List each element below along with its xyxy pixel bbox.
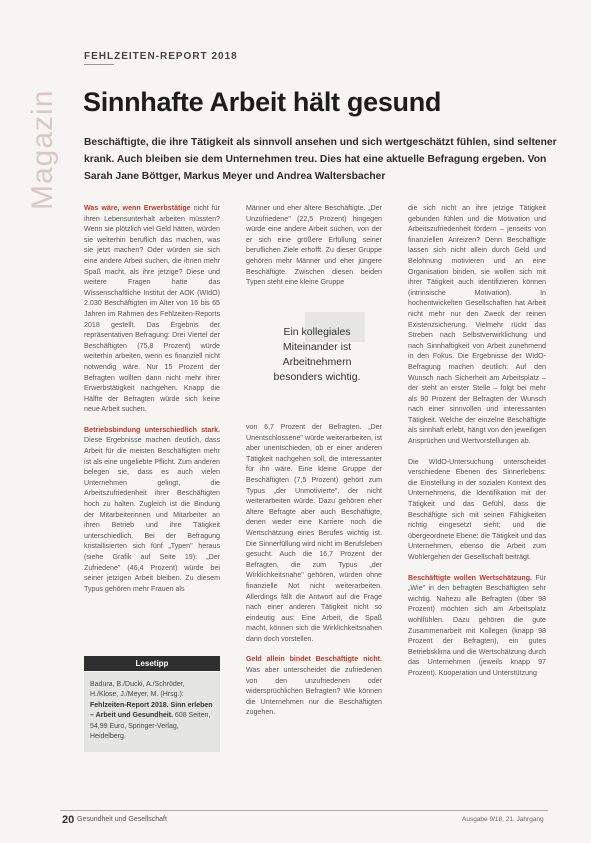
column-2-top	[246, 203, 382, 298]
section-label: Magazin	[26, 89, 59, 210]
paragraph-text: Diese Ergebnisse machen deutlich, dass Arbeit für die meisten Beschäftigten mehr ist als eine ungeliebte Pflicht. Zum anderen belegen sie, dass es auch vielen Unternehmen gelingt, die Arbeitszufriedenheit ihrer Beschäftigten hoch zu halten. Zugleich ist die Bindung der Mitarbeiterinnen und Mitarbeiter an ihren Betrieb und ihre Tätigkeit unterschiedlich. Bei der Befragung kristallisierten sich fünf „Typen" heraus (siehe Grafik auf Seite 19): „Der Zufriedene" (46,4 Prozent) würde bei seiner jetzigen Arbeit bleiben. Zu diesem Typus gehören mehr Frauen als	[84, 436, 220, 593]
paragraph	[84, 203, 220, 415]
article-headline: Sinnhafte Arbeit hält gesund	[83, 87, 442, 117]
paragraph	[246, 654, 382, 718]
reading-tip-authors: Badura, B./Ducki, A./Schröder, H./Klose, J./Meyer, M. (Hrsg.):	[90, 681, 185, 699]
subheading: Beschäftigte wollen Wertschätzung.	[408, 573, 532, 582]
paragraph-text: von 6,7 Prozent der Befragten. „Der Unentschlossene" würde weiterarbeiten, ist aber unentschieden, ob er einer anderen Tätigkeit nachgehen soll, die interessanter für ihn wäre. Eine kleine Gruppe der Beschäftigten (7,5 Prozent) gehört zum Typus „der Unmotivierte", der nicht weiterarbeiten würde. Dazu gehören eher ältere Befragte aber auch Beschäftigte, denen weder eine Karriere noch die Wertschätzung eines Berufes wichtig ist. Die Sinnerfüllung wird nicht im Berufsleben gesucht. Auch die 16,7 Prozent der Befragten, die zum Typus „der Wirklichkeitsnahe" gehören, würden ohne finanzielle Not nicht weiterarbeiten. Allerdings fällt die Antwort auf die Frage nach einer anderen Tätigkeit nicht so eindeutig aus: Eine Arbeit, die Spaß macht, können sich die Wirklichkeitsnahen dann doch vorstellen.	[246, 423, 382, 643]
paragraph-text: nicht für ihren Lebensunterhalt arbeiten müssten? Wenn sie plötzlich viel Geld hätten, würden sie weiterhin beruflich das machen, was sie jetzt machen? Oder würden sie sich eine andere Arbeit suchen, die ihnen mehr Spaß macht, als ihre jetzige? Diese und weitere Fragen hatte das Wissenschaftliche Institut der AOK (WIdO) 2.030 Beschäftigten im Alter von 16 bis 65 Jahren im Rahmen des Fehlzeiten-Reports 2018 gestellt. Das Ergebnis der repräsentativen Befragung: Drei Viertel der Beschäftigten (75,8 Prozent) würde weiterhin arbeiten, wenn es finanziell nicht notwendig wäre. Nur 15 Prozent der Befragten wollten dann nicht mehr ihrer Erwerbstätigkeit nachgehen. Knapp die Hälfte der Befragten würde sich keine neue Arbeit suchen.	[84, 204, 220, 414]
paragraph-text: die sich nicht an ihre jetzige Tätigkeit gebunden fühlen und die Motivation und Arbeitszufriedenheit fördern – jenseits von finanziellen Anreizen? Denn Beschäftigte lassen sich nicht allein durch Geld und Belohnung motivieren und an eine Organisation binden, sie wollen sich mit ihrer Tätigkeit auch identifizieren können (intrinsische Motivation). In hochentwickelten Gesellschaften hat Arbeit nicht mehr nur den Zweck der reinen Existenzsicherung. Vielmehr rückt das Streben nach Selbstverwirklichung und nach Sinnhaftigkeit von Arbeit zunehmend in den Fokus. Die Ergebnisse der WIdO-Befragung machen deutlich: Auf den Wunsch nach Sicherheit am Arbeitsplatz – der steht an erster Stelle – folgt bei mehr als 90 Prozent der Befragten der Wunsch nach einer sinnvollen und interessanten Tätigkeit. Welche der einzelne Beschäftigte als sinnhaft erlebt, hängt von den jeweiligen Ansprüchen und Wertvorstellungen ab.	[408, 204, 546, 446]
paragraph-text: Männer und eher ältere Beschäftigte. „Der Unzufriedene" (22,5 Prozent) hingegen würde eine andere Arbeit suchen, von der er sich eine größere Erfüllung seiner beruflichen Ziele erhofft. Zu dieser Gruppe gehören mehr Männer und eher jüngere Beschäftigte. Zwischen diesen beiden Typen steht eine kleine Gruppe	[246, 204, 382, 287]
kicker: FEHLZEITEN-REPORT 2018	[84, 51, 238, 62]
paragraph-text: Für „Wie" in den befragten Beschäftigten sehr wichtig. Nahezu alle Befragten (über 98 Prozent) möchten sich am Arbeitsplatz wohlfühlen. Dazu gehören die gute Zusammenarbeit mit Kollegen (knapp 98 Prozent der Befragten), ein gutes Betriebsklima und die Wertschätzung durch das Unternehmen (jeweils knapp 97 Prozent). Kooperation und Unterstützung	[408, 573, 546, 677]
reading-tip-header: Lesetipp	[84, 656, 220, 671]
paragraph	[408, 573, 546, 679]
column-1	[84, 203, 220, 650]
page-number: 20	[62, 814, 75, 826]
pull-quote: Ein kollegiales Miteinander ist Arbeitnehmern besonders wichtig.	[273, 326, 361, 383]
column-2-bottom	[246, 422, 382, 842]
subheading: Geld allein bindet Beschäftigte nicht.	[246, 655, 382, 664]
paragraph	[84, 425, 220, 595]
reading-tip-box	[84, 672, 220, 752]
article-lead: Beschäftigte, die ihre Tätigkeit als sinnvoll ansehen und sich wertgeschätzt fühlen, sind seltener krank. Auch bleiben sie dem Unternehmen treu. Dies hat eine aktuelle Befragung ergeben. Von Sarah Jane Böttger, Markus Meyer und Andrea Waltersbacher	[84, 137, 557, 182]
issue-info: Ausgabe 9/18, 21. Jahrgang	[462, 816, 544, 823]
magazine-name: Gesundheit und Gesellschaft	[77, 816, 167, 823]
footer-rule	[60, 810, 548, 811]
subheading: Was wäre, wenn Erwerbstätige	[84, 204, 191, 212]
paragraph-text: Was aber unterscheidet die zufriedenen von den unzufriedenen oder widersprüchlichen Befragten? Wie können die Unternehmen nur die Beschäftigten zugehen.	[246, 666, 382, 717]
kicker-rule	[84, 64, 114, 65]
column-3	[408, 203, 546, 843]
paragraph-text: Die WIdO-Untersuchung unterscheidet verschiedene Ebenen des Sinnerlebens: die Einstellung in der sozialen Kontext des Unternehmens, die Identifikation mit der Tätigkeit und das Gefühl, dass die Beschäftigte sich mit seinen Fähigkeiten richtig eingesetzt sieht; und die übergeordnete Ebene: die Tätigkeit und das Unternehmen, ebenso die Arbeit zum Wohlergehen der Gesellschaft beiträgt.	[408, 457, 546, 561]
reading-tip-title: Fehlzeiten-Report 2018. Sinn erleben – Arbeit und Gesundheit.	[90, 701, 213, 720]
reading-tip-details: 608 Seiten, 54,99 Euro, Springer-Verlag, Heidelberg.	[90, 712, 211, 741]
subheading: Betriebsbindung unterschiedlich stark.	[84, 425, 220, 434]
